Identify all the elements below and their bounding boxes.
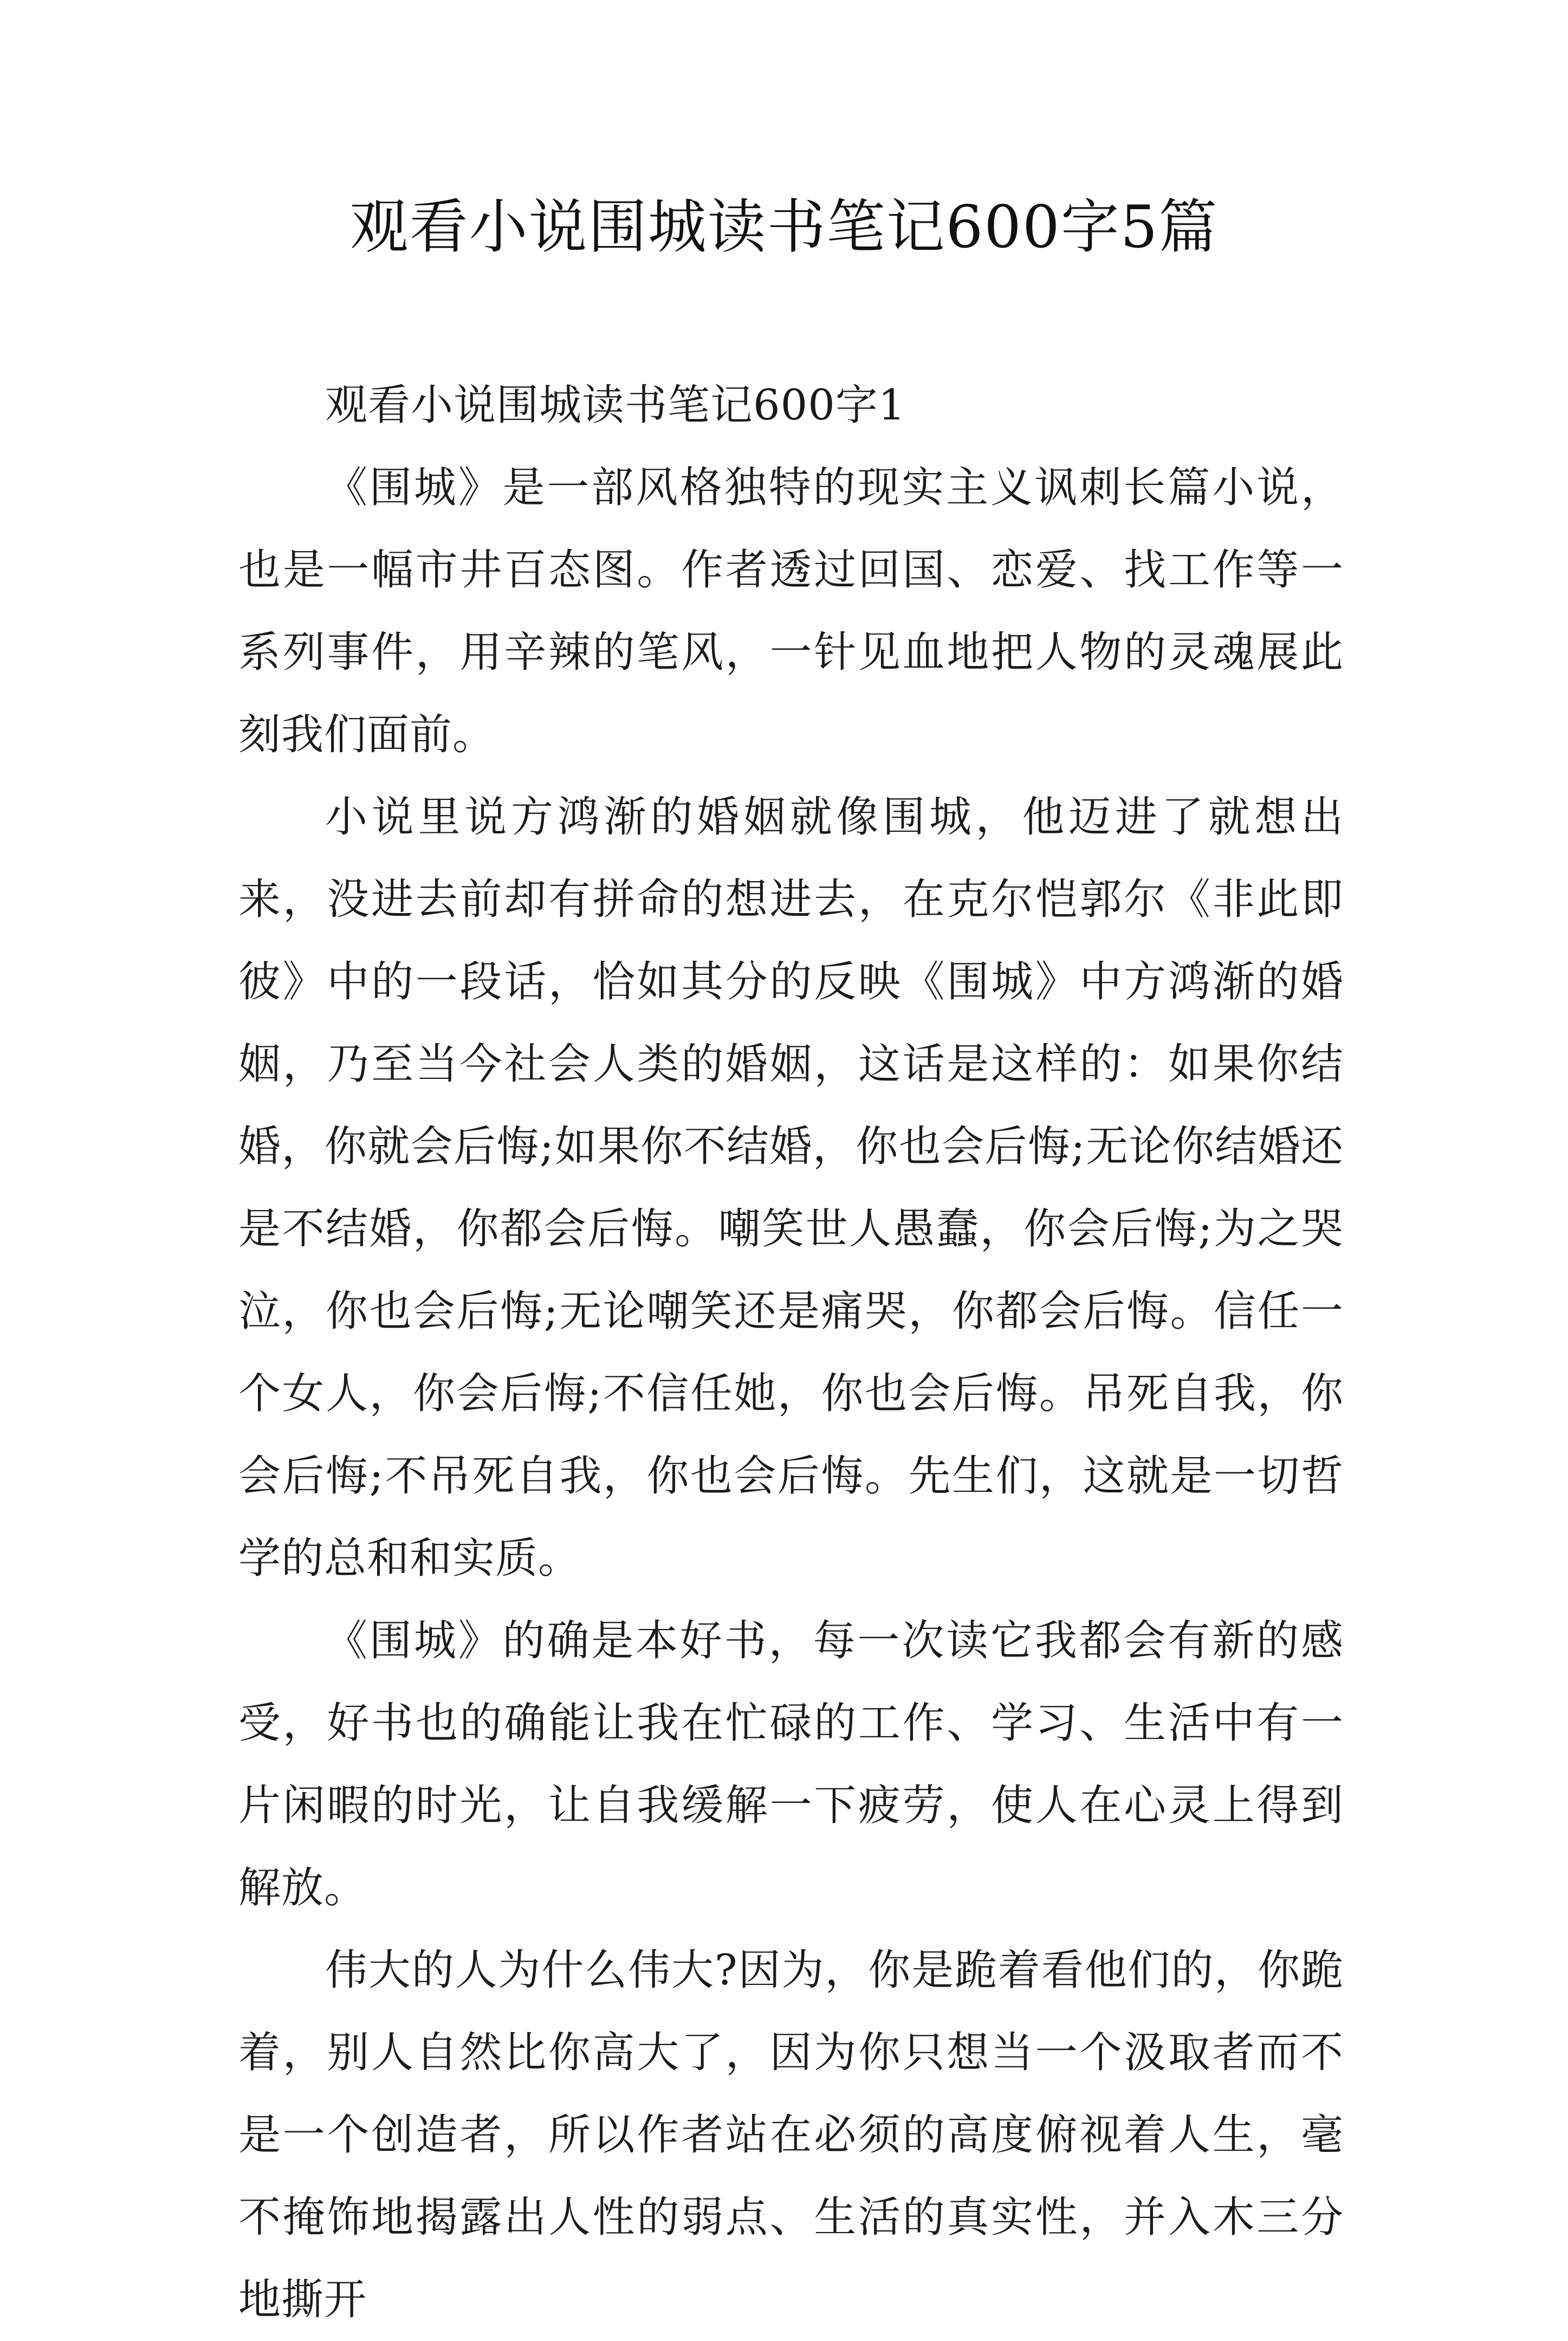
document-body: [238, 364, 1344, 2341]
document-title: 观看小说围城读书笔记600字5篇: [349, 193, 1219, 261]
paragraph-4: 伟大的人为什么伟大?因为，你是跪着看他们的，你跪着，别人自然比你高大了，因为你只想当一个汲取者而不是一个创造者，所以作者站在必须的高度俯视着人生，毫不掩饰地揭露出人性的弱点、生活的真实性，并入木三分地撕开: [238, 1946, 1344, 2324]
paragraph-3: 《围城》的确是本好书，每一次读它我都会有新的感受，好书也的确能让我在忙碌的工作、学习、生活中有一片闲暇的时光，让自我缓解一下疲劳，使人在心灵上得到解放。: [238, 1616, 1344, 1912]
paragraph-2: 小说里说方鸿渐的婚姻就像围城，他迈进了就想出来，没进去前却有拼命的想进去，在克尔恺郭尔《非此即彼》中的一段话，恰如其分的反映《围城》中方鸿渐的婚姻，乃至当今社会人类的婚姻，这话是这样的：如果你结婚，你就会后悔;如果你不结婚，你也会后悔;无论你结婚还是不结婚，你都会后悔。嘲笑世人愚蠢，你会后悔;为之哭泣，你也会后悔;无论嘲笑还是痛哭，你都会后悔。信任一个女人，你会后悔;不信任她，你也会后悔。吊死自我，你会后悔;不吊死自我，你也会后悔。先生们，这就是一切哲学的总和和实质。: [238, 793, 1344, 1583]
paragraph-1: 《围城》是一部风格独特的现实主义讽刺长篇小说，也是一幅市井百态图。作者透过回国、恋爱、找工作等一系列事件，用辛辣的笔风，一针见血地把人物的灵魂展此刻我们面前。: [238, 463, 1344, 759]
section-heading: 观看小说围城读书笔记600字1: [325, 381, 906, 430]
